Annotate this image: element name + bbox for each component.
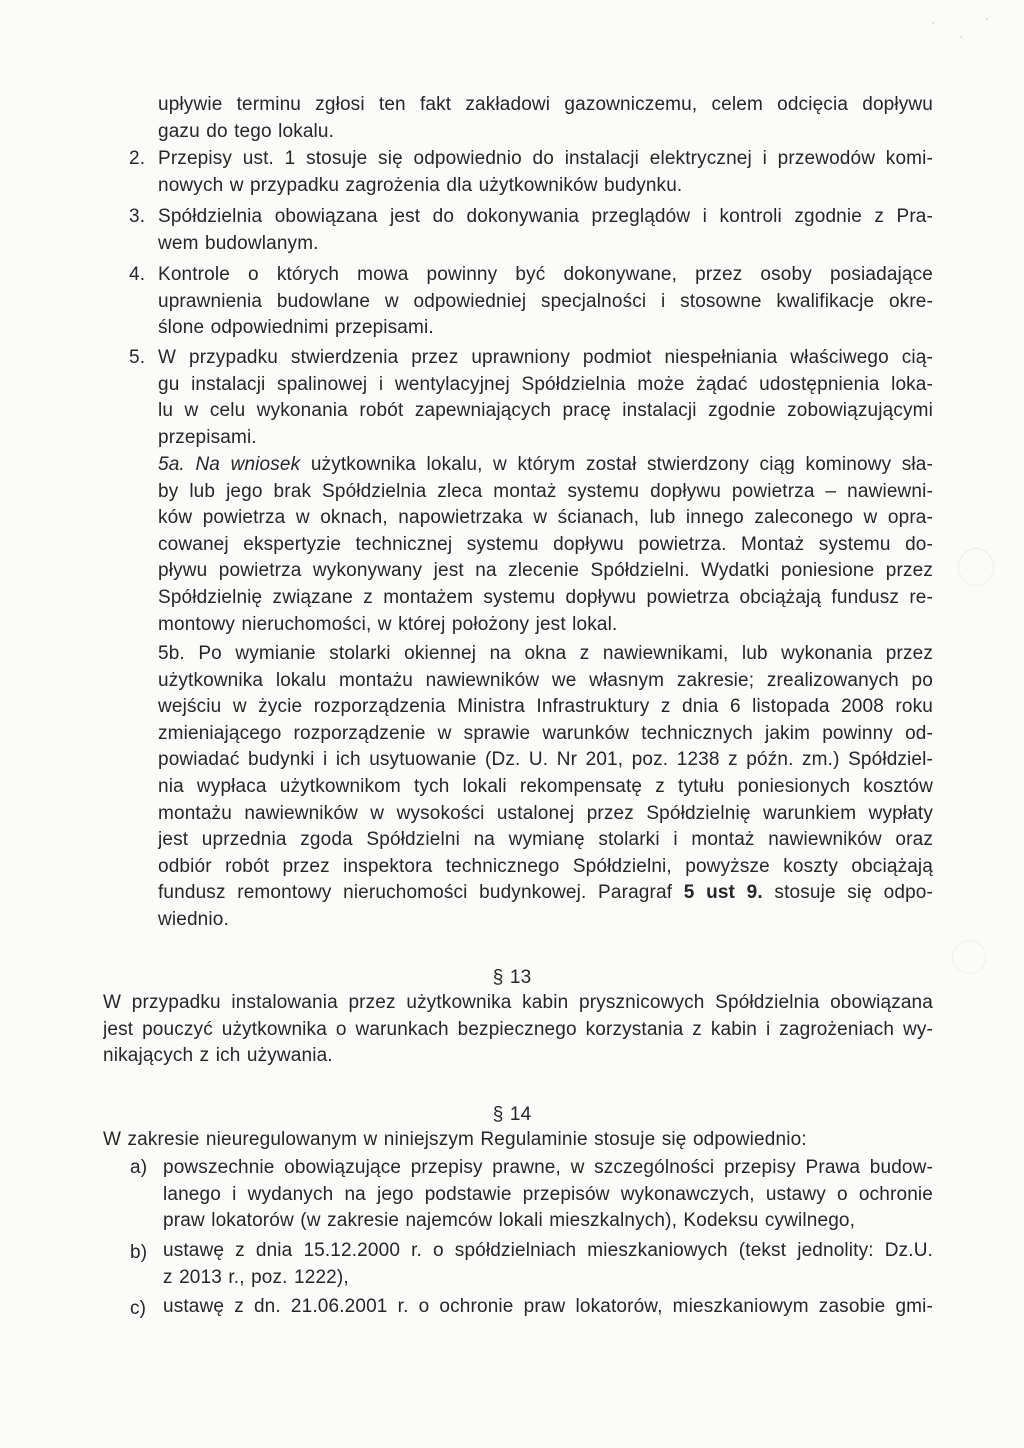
italic-lead: Na wniosek — [195, 454, 301, 475]
text-fragment: fundusz remontowy nieruchomości budynkowej. Paragraf — [158, 882, 673, 904]
text-line: ustawę z dn. 21.06.2001 r. o ochronie praw lokatorów, mieszkaniowym zasobie gmi- — [163, 1296, 933, 1317]
text-line: by lub jego brak Spółdzielnia zleca montaż systemu dopływu powietrza – nawiewni- — [158, 480, 933, 502]
text-line: W zakresie nieuregulowanym w niniejszym Regulaminie stosuje się odpowiednio: — [103, 1129, 807, 1150]
text-line: nikających z ich używania. — [103, 1045, 333, 1067]
text-line: ustawę z dnia 15.12.2000 r. o spółdzielniach mieszkaniowych (tekst jednolity: Dz.U. — [163, 1240, 933, 1261]
section-heading-13: § 13 — [492, 967, 532, 988]
list-item-5b — [158, 641, 933, 934]
text-line — [158, 452, 933, 479]
text-line: powszechnie obowiązujące przepisy prawne, w szczególności przepisy Prawa budow- — [163, 1157, 933, 1178]
text-line: zmieniającego rozporządzenie w sprawie warunków technicznych jakim powinny od- — [158, 722, 933, 744]
text-line: W przypadku instalowania przez użytkownika kabin prysznicowych Spółdzielnia obowiązana — [103, 992, 933, 1013]
text-line — [158, 880, 933, 907]
text-line: z 2013 r., poz. 1222), — [163, 1266, 349, 1288]
text-line: upływie terminu zgłosi ten fakt zakładowi gazowniczemu, celem odcięcia dopływu — [158, 94, 933, 115]
text-line: lanego i wydanych na jego podstawie przepisów wykonawczych, ustawy o ochronie — [163, 1183, 933, 1205]
item-number: 4. — [129, 264, 146, 285]
text-line: Spółdzielnię związane z montażem systemu dopływu powietrza obciążają fundusz re- — [158, 586, 933, 608]
scan-artifact — [958, 548, 994, 586]
text-line: wiednio. — [158, 908, 229, 930]
text-line: nia wypłaca użytkownikom tych lokali rekompensatę z tytułu poniesionych kosztów — [158, 775, 933, 797]
text-line: praw lokatorów (w zakresie najemców lokali mieszkalnych), Kodeksu cywilnego, — [163, 1210, 856, 1232]
text-line: użytkownika lokalu montażu nawiewników we własnym zakresie; zrealizowanych po — [158, 669, 933, 691]
bold-reference: 5 ust 9. — [683, 882, 763, 904]
text-line: odbiór robót przez inspektora technicznego Spółdzielni, powyższe koszty obciążają — [158, 855, 933, 877]
text-line: 5b. Po wymianie stolarki okiennej na okna z nawiewnikami, lub wykonania przez — [158, 643, 933, 664]
item-label: b) — [130, 1242, 148, 1263]
text-line: gu instalacji spalinowej i wentylacyjnej Spółdzielnia może żądać udostępnienia loka- — [158, 373, 933, 395]
text-line: montowy nieruchomości, w której położony jest lokal. — [158, 613, 618, 635]
section-heading-14: § 14 — [492, 1104, 532, 1125]
text-line: przepisami. — [158, 426, 257, 448]
item-number: 3. — [129, 206, 146, 227]
item-label: c) — [130, 1298, 147, 1319]
text-fragment: użytkownika lokalu, w którym został stwierdzony ciąg kominowy sła- — [310, 454, 933, 475]
text-line: gazu do tego lokalu. — [158, 120, 335, 142]
item-label: a) — [130, 1157, 148, 1178]
item-number: 5. — [129, 347, 146, 368]
item-number: 2. — [129, 148, 146, 169]
text-line: Przepisy ust. 1 stosuje się odpowiednio do instalacji elektrycznej i przewodów komi- — [158, 148, 933, 169]
text-line: wem budowlanym. — [158, 232, 319, 254]
section-13-paragraph — [103, 990, 933, 1070]
scan-artifact — [960, 36, 962, 38]
text-line: W przypadku stwierdzenia przez uprawniony podmiot niespełniania właściwego cią- — [158, 347, 933, 368]
text-line: lu w celu wykonania robót zapewniających pracę instalacji zgodnie zobowiązującymi — [158, 400, 933, 422]
scan-artifact — [986, 18, 988, 20]
text-line: Kontrole o których mowa powinny być dokonywane, przez osoby posiadające — [158, 264, 933, 285]
text-line: ślone odpowiednimi przepisami. — [158, 317, 434, 339]
text-line: jest pouczyć użytkownika o warunkach bezpiecznego korzystania z kabin i zagrożeniach wy- — [103, 1018, 933, 1040]
text-line: wejściu w życie rozporządzenia Ministra Infrastruktury z dnia 6 listopada 2008 roku — [158, 696, 933, 718]
text-line: montażu nawiewników w wysokości ustalonej przez Spółdzielnię warunkiem wypłaty — [158, 802, 933, 824]
text-line: pływu powietrza wykonywany jest na zlecenie Spółdzielni. Wydatki poniesione przez — [158, 560, 933, 582]
section-14-intro — [103, 1127, 933, 1154]
text-line: cowanej ekspertyzie technicznej systemu dopływu powietrza. Montaż systemu do- — [158, 533, 933, 555]
item-label: 5a. — [158, 454, 185, 475]
intro-paragraph — [158, 92, 933, 145]
list-item-5a — [158, 452, 933, 638]
scan-artifact — [932, 22, 934, 24]
text-line: nowych w przypadku zagrożenia dla użytkowników budynku. — [158, 174, 683, 196]
text-line: ków powietrza w oknach, napowietrzaka w ścianach, lub innego zaleconego w opra- — [158, 507, 933, 529]
text-line: Spółdzielnia obowiązana jest do dokonywania przeglądów i kontroli zgodnie z Pra- — [158, 206, 933, 227]
text-fragment: stosuje się odpo- — [774, 882, 933, 904]
text-line: jest uprzednia zgoda Spółdzielni na wymianę stolarki i montaż nawiewników oraz — [158, 829, 933, 851]
text-line: powiadać budynki i ich usytuowanie (Dz. U. Nr 201, poz. 1238 z późn. zm.) Spółdziel- — [158, 749, 933, 771]
text-line: uprawnienia budowlane w odpowiedniej specjalności i stosowne kwalifikacje okre- — [158, 290, 933, 312]
